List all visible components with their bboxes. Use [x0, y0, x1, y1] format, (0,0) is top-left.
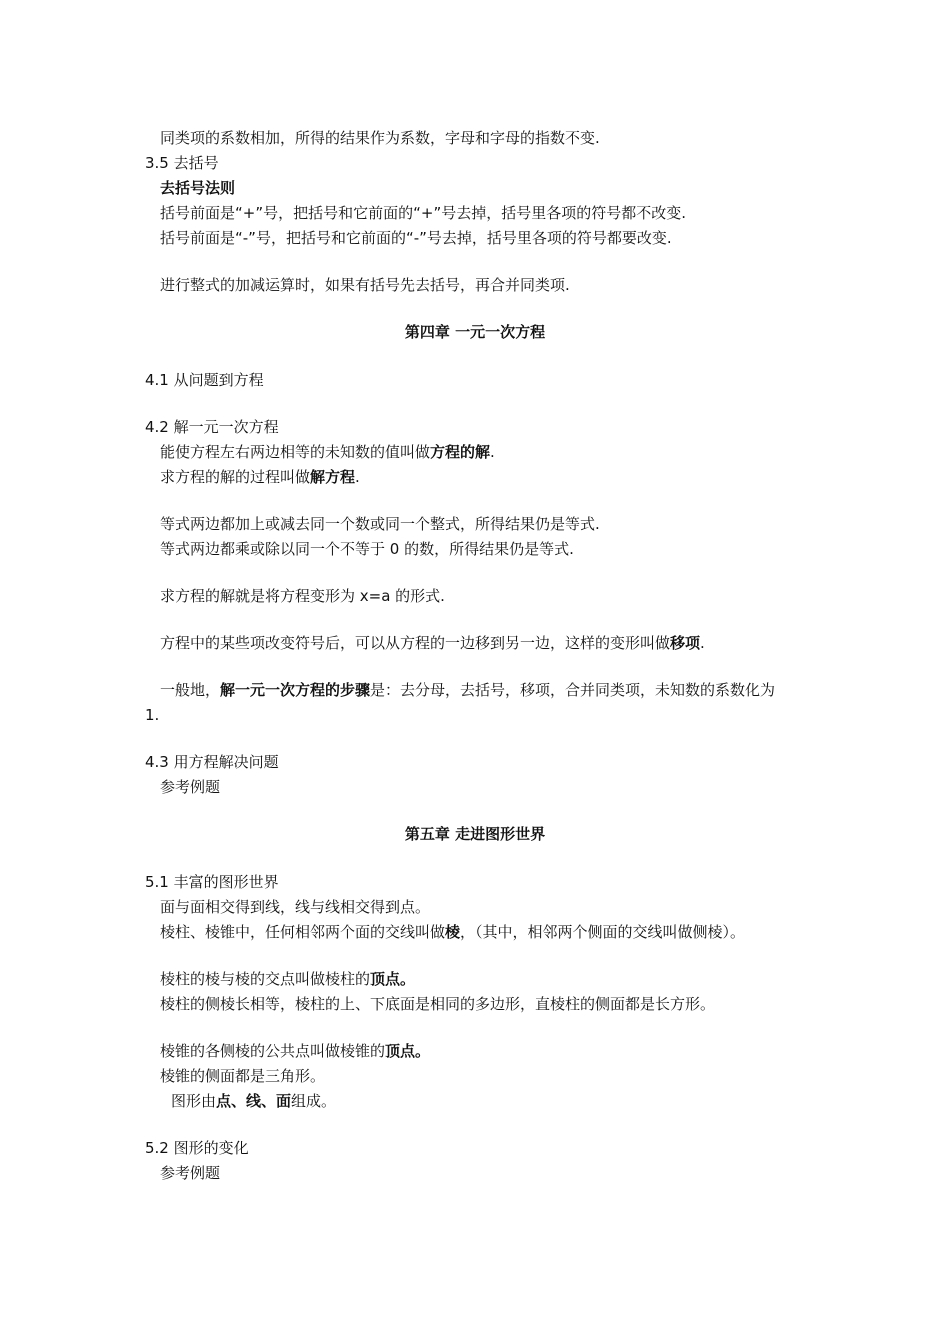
section-heading-5-1: 5.1 丰富的图形世界 [145, 873, 279, 891]
paragraph [160, 1041, 430, 1061]
text: 图形由 [171, 1092, 217, 1110]
bold-text: 解一元一次方程的步骤 [220, 681, 371, 699]
section-heading-5-2: 5.2 图形的变化 [145, 1139, 249, 1157]
paragraph [160, 633, 705, 653]
paragraph [160, 442, 495, 462]
text: 方程中的某些项改变符号后，可以从方程的一边移到另一边，这样的变形叫做 [160, 634, 671, 652]
text: 能使方程左右两边相等的未知数的值叫做 [160, 443, 431, 461]
paragraph-continuation: 1. [145, 706, 160, 724]
paragraph: 等式两边都乘或除以同一个不等于 0 的数，所得结果仍是等式. [160, 540, 574, 558]
section-heading-4-3: 4.3 用方程解决问题 [145, 753, 279, 771]
text: 棱柱、棱锥中，任何相邻两个面的交线叫做 [160, 923, 446, 941]
paragraph: 求方程的解就是将方程变形为 x=a 的形式. [160, 587, 445, 605]
text: ，（其中，相邻两个侧面的交线叫做侧棱）。 [460, 923, 746, 941]
paragraph: 等式两边都加上或减去同一个数或同一个整式，所得结果仍是等式. [160, 515, 600, 533]
text: 组成。 [291, 1092, 337, 1110]
section-heading-4-2: 4.2 解一元一次方程 [145, 418, 279, 436]
paragraph: 棱锥的侧面都是三角形。 [160, 1067, 326, 1085]
paragraph: 进行整式的加减运算时，如果有括号先去括号，再合并同类项. [160, 276, 570, 294]
bold-text: 顶点。 [385, 1042, 431, 1060]
reference-examples: 参考例题 [160, 1164, 221, 1182]
text: 求方程的解的过程叫做 [160, 468, 311, 486]
bold-text: 点、线、面 [216, 1092, 292, 1110]
text: . [355, 468, 360, 486]
section-heading-4-1: 4.1 从问题到方程 [145, 371, 264, 389]
bold-text: 移项 [670, 634, 701, 652]
paragraph [160, 680, 775, 700]
text: 棱锥的各侧棱的公共点叫做棱锥的 [160, 1042, 386, 1060]
rule-title [160, 178, 235, 198]
paragraph [160, 969, 415, 989]
chapter-title-4: 第四章 一元一次方程 [404, 323, 546, 341]
text: 棱柱的棱与棱的交点叫做棱柱的 [160, 970, 371, 988]
paragraph: 同类项的系数相加，所得的结果作为系数，字母和字母的指数不变. [160, 129, 600, 147]
bold-text: 顶点。 [370, 970, 416, 988]
paragraph: 括号前面是“-”号，把括号和它前面的“-”号去掉，括号里各项的符号都要改变. [160, 229, 672, 247]
bold-text: 方程的解 [430, 443, 491, 461]
section-heading-3-5: 3.5 去括号 [145, 154, 219, 172]
paragraph: 棱柱的侧棱长相等，棱柱的上、下底面是相同的多边形，直棱柱的侧面都是长方形。 [160, 995, 716, 1013]
chapter-title-5: 第五章 走进图形世界 [404, 825, 546, 843]
text: . [490, 443, 495, 461]
bold-text: 解方程 [310, 468, 356, 486]
paragraph [171, 1091, 336, 1111]
text: . [700, 634, 705, 652]
text: 是：去分母，去括号，移项，合并同类项，未知数的系数化为 [370, 681, 776, 699]
paragraph [160, 467, 360, 487]
paragraph [160, 922, 745, 942]
text: 一般地， [160, 681, 221, 699]
paragraph: 括号前面是“+”号，把括号和它前面的“+”号去掉，括号里各项的符号都不改变. [160, 204, 686, 222]
paragraph: 面与面相交得到线，线与线相交得到点。 [160, 898, 431, 916]
bold-text: 棱 [445, 923, 461, 941]
bold-text: 去括号法则 [160, 179, 236, 197]
reference-examples: 参考例题 [160, 778, 221, 796]
